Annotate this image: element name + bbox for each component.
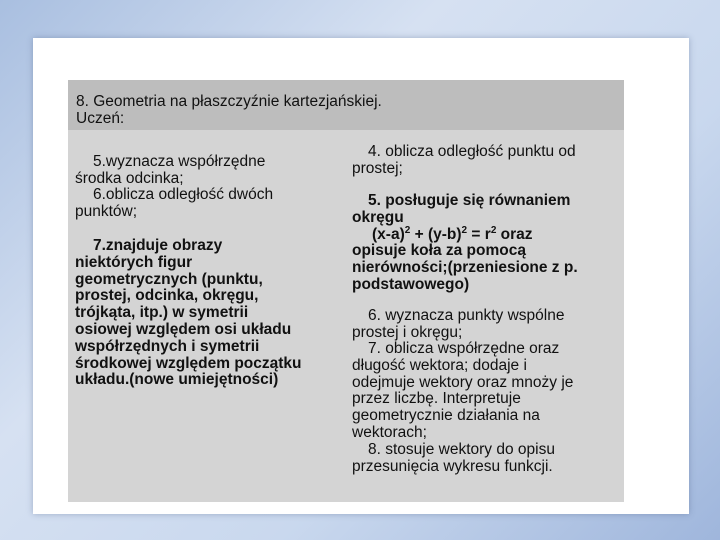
right-item-8-line: przesunięcia wykresu funkcji. xyxy=(352,457,553,475)
right-item-5 xyxy=(352,193,578,294)
left-item-6-line: punktów; xyxy=(75,202,138,220)
right-item-5-line: 5. posługuje się równaniem xyxy=(368,192,571,209)
left-item-7-line: prostej, odcinka, okręgu, xyxy=(75,287,259,305)
left-item-5-line: środka odcinka; xyxy=(75,169,184,187)
right-item-7 xyxy=(352,341,573,442)
eq-part: = r xyxy=(467,225,491,243)
eq-exponent: 2 xyxy=(461,224,468,236)
right-item-6 xyxy=(352,308,564,342)
eq-part: + (y-b) xyxy=(410,225,462,243)
eq-exponent: 2 xyxy=(404,224,411,236)
eq-exponent: 2 xyxy=(490,224,497,236)
right-item-7-line: przez liczbę. Interpretuje xyxy=(352,390,521,408)
left-item-5-line: 5.wyznacza współrzędne xyxy=(93,153,266,170)
left-item-7-line: układu.(nowe umiejętności) xyxy=(75,371,279,389)
left-item-7-line: trójkąta, itp.) w symetrii xyxy=(75,304,249,322)
right-item-4 xyxy=(352,144,576,178)
left-item-7-line: 7.znajduje obrazy xyxy=(93,237,223,254)
right-item-5-line: podstawowego) xyxy=(352,275,470,293)
left-item-7 xyxy=(75,238,302,389)
left-item-7-line: osiowej względem osi układu xyxy=(75,320,292,338)
right-item-7-line: odejmuje wektory oraz mnoży je xyxy=(352,373,574,391)
eq-part: oraz xyxy=(496,225,533,243)
right-item-5-line: okręgu xyxy=(352,208,404,226)
right-item-6-line: prostej i okręgu; xyxy=(352,323,463,341)
right-item-8 xyxy=(352,442,555,476)
right-item-7-line: 7. oblicza współrzędne oraz xyxy=(368,340,560,357)
left-item-7-line: współrzędnych i symetrii xyxy=(75,337,260,355)
left-item-5 xyxy=(75,154,265,188)
left-item-7-line: geometrycznych (punktu, xyxy=(75,270,263,288)
circle-equation xyxy=(352,224,578,244)
right-item-4-line: prostej; xyxy=(352,159,403,177)
left-item-7-line: niektórych figur xyxy=(75,253,193,271)
right-item-6-line: 6. wyznacza punkty wspólne xyxy=(368,307,565,324)
left-item-7-line: środkowej względem początku xyxy=(75,354,302,372)
left-item-6-line: 6.oblicza odległość dwóch xyxy=(93,186,274,203)
slide-header xyxy=(68,80,624,130)
right-item-7-line: geometrycznie działania na xyxy=(352,407,540,425)
right-item-7-line: długość wektora; dodaje i xyxy=(352,356,527,374)
right-item-7-line: wektorach; xyxy=(352,423,427,441)
right-item-5-line: nierówności;(przeniesione z p. xyxy=(352,259,578,277)
right-item-4-line: 4. oblicza odległość punktu od xyxy=(368,143,576,160)
section-title: 8. Geometria na płaszczyźnie kartezjańskiej. xyxy=(76,93,382,110)
right-item-5-line: opisuje koła za pomocą xyxy=(352,242,526,260)
right-item-8-line: 8. stosuje wektory do opisu xyxy=(368,441,555,458)
left-item-6 xyxy=(75,187,273,221)
section-subtitle: Uczeń: xyxy=(76,110,125,127)
eq-part: (x-a) xyxy=(372,225,405,243)
